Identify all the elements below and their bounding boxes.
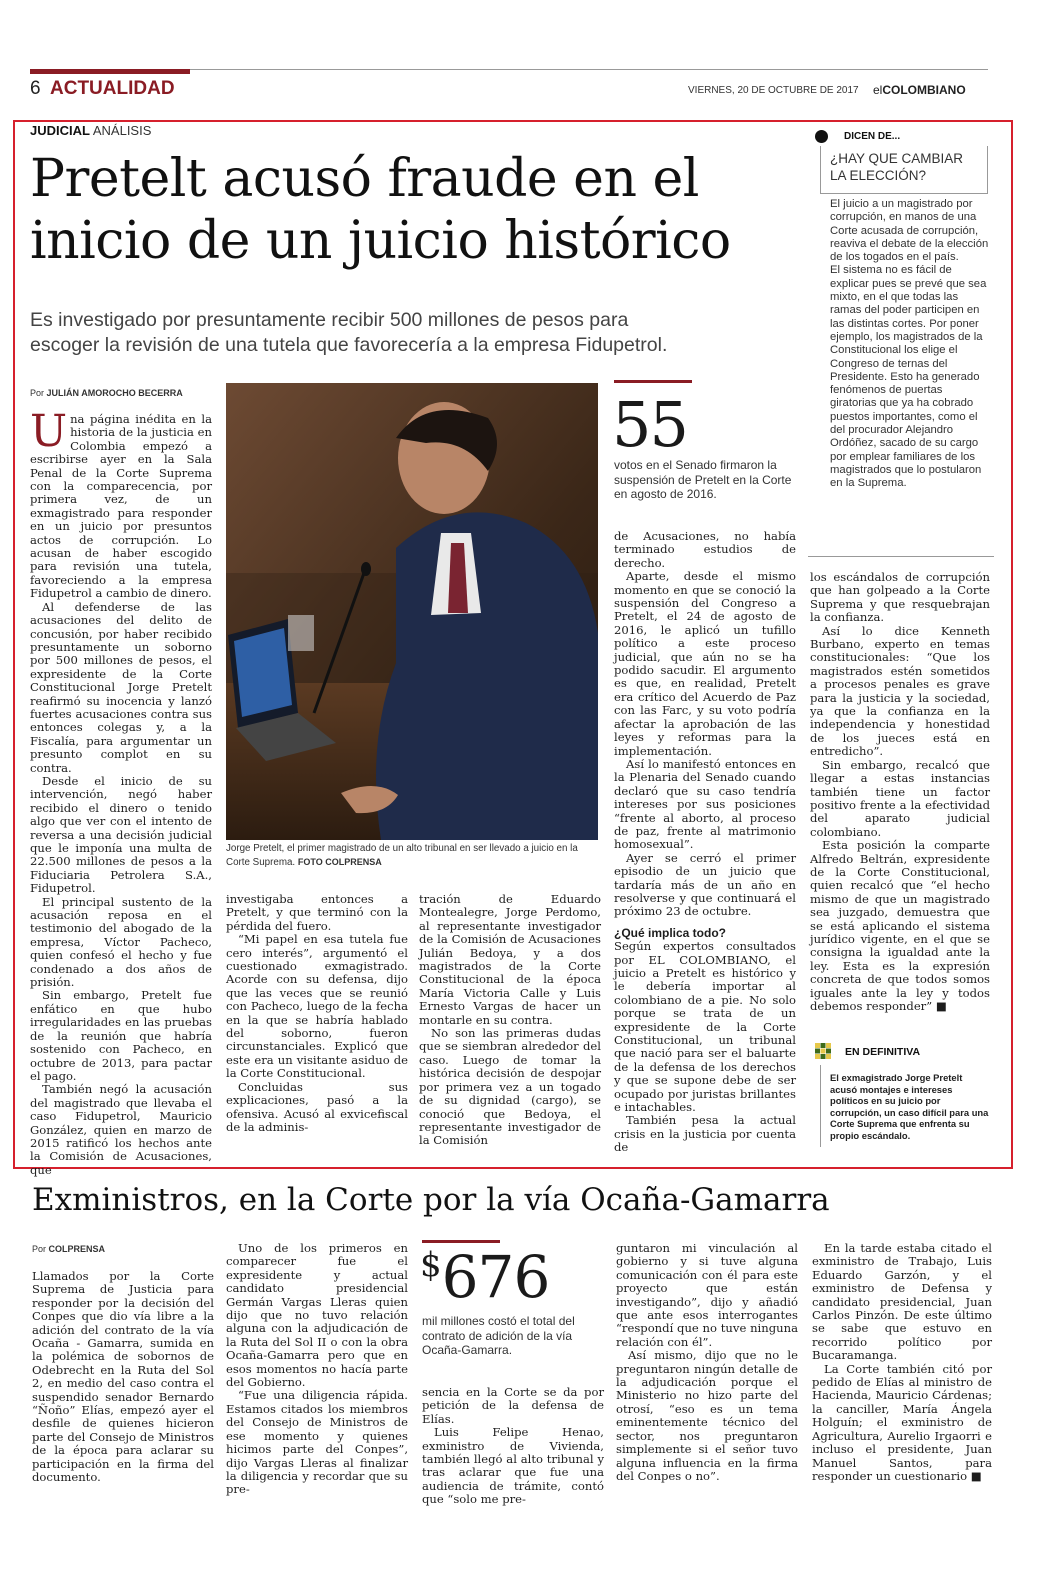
kicker-section: JUDICIAL: [30, 123, 90, 138]
paragraph-21: [810, 839, 990, 1013]
article2-paragraph-8: En la tarde estaba citado el exministro de Trabajo, Luis Eduardo Garzón, y el exministro de Defensa y candidato presidencial, Juan Carlos Pinzón. De este último se sabe que estuvo en recorrido político por Bucaramanga.: [812, 1241, 992, 1363]
article2-paragraph-9-text: La Corte también citó por pedido de Elías al ministro de Hacienda, Mauricio Cárdenas; la canciller, María Ángela Holguín; el exministro de Agricultura, Aurelio Irgaorri e incluso el presidente, Juan Manuel Santos, para responder un cuestionario: [812, 1361, 992, 1483]
sidebar-bottom-rule: [808, 556, 994, 557]
article-column-3: [419, 893, 601, 1148]
brand-prefix: el: [873, 83, 883, 97]
definitiva-text: El exmagistrado Jorge Pretelt acusó montajes e intereses políticos en su juicio por corrupción, un caso difícil para una Corte Suprema que enfrenta su propio escándalo.: [830, 1072, 989, 1141]
kicker-type: ANÁLISIS: [92, 123, 152, 138]
paragraph-14: Así lo manifestó entonces en la Plenaria del Senado cuando declaró que su caso tendría intereses por sus posiciones “frente al aborto, al proceso de paz, frente al matrimonio homosexual”.: [614, 756, 796, 852]
article2-paragraph-7: Así mismo, dijo que no le preguntaron ningún detalle de la adjudicación porque el Ministerio no hizo parte del otrosí, “eso es un tema eminentemente técnico del sector, nos preguntaron simplemente si el señor tuvo alguna influencia en la firma del Conpes o no”.: [616, 1348, 798, 1483]
sidebar-body: [830, 198, 990, 491]
sidebar-question: [830, 150, 963, 184]
article2-paragraph-4: sencia en la Corte se da por petición de la defensa de Elías.: [422, 1385, 604, 1426]
paragraph-19: Así lo dice Kenneth Burbano, experto en temas constitucionales: “Que los magistrados estén sometidos a procesos penales es grave para la justicia y la sociedad, ya que la confianza en la independencia y honestidad de los jueces está en entredicho”.: [810, 623, 990, 759]
article2-column-3: [422, 1386, 604, 1507]
paragraph-21-text: Esta posición la comparte Alfredo Beltrán, expresidente de la Corte Constitucional, quien recalcó que “el hecho mismo de que un magistrado sea juzgado, demuestra que se está aplicando el sistema jurídico vigente, en el que se consigna la igualdad ante la ley. Esta es la expresión concreta de que todos somos iguales ante la ley y todos debemos responder”: [810, 838, 990, 1013]
paragraph-9: Concluidas sus explicaciones, pasó a la ofensiva. Acusó al exvicefiscal de la adminis-: [226, 1079, 408, 1134]
photo-caption: [226, 843, 598, 869]
photo-illustration: [226, 383, 598, 840]
paragraph-4: El principal sustento de la acusación reposa en el testimonio del abogado de la empresa, Víctor Pacheco, quien confesó el hecho y fue condenado a dos años de prisión.: [30, 894, 212, 990]
article2-byline-author: COLPRENSA: [48, 1244, 106, 1254]
stat-number: 55: [612, 388, 687, 461]
paragraph-16: Según expertos consultados por EL COLOMBIANO, el juicio a Pretelt es histórico y le debería importar al colombiano de a pie. No solo porque se trata de un expresidente de la Corte Constitucional, un tribunal que nació para ser el baluarte de la defensa de los derechos y que se supone debe de ser ocupado por juristas brillantes e intachables.: [614, 939, 796, 1115]
headline: [30, 148, 800, 272]
sidebar-paragraph-2: El sistema no es fácil de explicar pues se prevé que sea mixto, en el que todas las ramas del poder participen en las distintas cortes. Por poner ejemplo, los magistrados de la Constitucional los elige el Congreso de ternas del Presidente. Esto ha generado fenómenos de puertas giratorias que ya ha cobrado puestos importantes, como el del procurador Alejandro Ordóñez, sacado de su cargo por emplear familiares de los magistrados que lo postularon en la Suprema.: [830, 264, 987, 490]
article2-paragraph-5: Luis Felipe Henao, exministro de Vivienda, también llegó al alto tribunal y tras aclarar que fue una audiencia de trámite, contó que “solo me pre-: [422, 1425, 604, 1507]
article2-paragraph-6: guntaron mi vinculación al gobierno y si tuve alguna comunicación con él para este proyecto que están investigando”, dijo y añadió que ante esos interrogantes “respondí que no tuve ninguna relación con él”.: [616, 1241, 798, 1349]
article-column-4: [614, 530, 796, 1155]
photo-credit: FOTO COLPRENSA: [297, 856, 382, 867]
article2-column-4: [616, 1242, 798, 1483]
paragraph-2: Al defenderse de las acusaciones del delito de concusión, por haber recibido presuntamente un soborno por 500 millones de pesos, el expresidente de la Corte Constitucional Jorge Pretelt reafirmó su inocencia y lanzó fuertes acusaciones contra sus entonces colegas y, a la Fiscalía, para argumentar un presunto complot en su contra.: [30, 599, 212, 775]
definitiva-icon: [815, 1043, 831, 1059]
headline-line-2: inicio de un juicio histórico: [30, 211, 731, 271]
paragraph-13: Aparte, desde el mismo momento en que se conoció la suspensión del Congreso a Pretelt, el 24 de agosto de 2016, le aplicó un tufillo político a este proceso judicial, que aún no se ha podido sacudir. El argumento es que, en realidad, Pretelt era crítico del Acuerdo de Paz con las Farc, y su voto podría afectar la aprobación de las leyes y reformas para la implementación.: [614, 569, 796, 758]
stat-accent-bar: [614, 380, 692, 383]
article2-byline: [32, 1244, 105, 1254]
article2-stat-number: 676: [441, 1243, 550, 1311]
subheading: ¿Qué implica todo?: [614, 925, 727, 940]
article-column-5: [810, 571, 990, 1013]
check-grid-icon: [815, 1043, 831, 1059]
deck-line-2: escoger la revisión de una tutela que favorecería a la empresa Fidupetrol.: [30, 334, 668, 356]
paragraph-15: Ayer se cerró el primer episodio de un juicio que tardaría más de un año en resolverse y que continuará el próximo 23 de octubre.: [614, 850, 796, 919]
photo-caption-text: Jorge Pretelt, el primer magistrado de un alto tribunal en ser llevado a juicio en la Corte Suprema.: [226, 843, 578, 868]
paragraph-1-text: na página inédita en la historia de la justicia en Colombia empezó a escribirse ayer en la Sala Penal de la Corte Suprema con la comparecencia, por primera vez, de un exmagistrado para responder en un juicio por presuntos actos de corrupción. Lo acusan de haber escogido para revisión una tutela, favoreciendo a la empresa Fidupetrol a cambio de dinero.: [30, 412, 212, 601]
stat-description: votos en el Senado firmaron la suspensión de Pretelt en la Corte en agosto de 2016.: [614, 458, 792, 501]
deck-line-1: Es investigado por presuntamente recibir 500 millones de pesos para: [30, 309, 629, 331]
page-number: 6: [30, 78, 41, 99]
article2-stat-currency: $: [420, 1245, 442, 1285]
paragraph-7: investigaba entonces a Pretelt, y que terminó con la pérdida del fuero.: [226, 892, 408, 933]
byline: [30, 388, 183, 398]
article2-column-5: [812, 1242, 992, 1483]
byline-prefix: Por: [30, 388, 45, 398]
article2-byline-prefix: Por: [32, 1244, 47, 1254]
paragraph-10: tración de Eduardo Montealegre, Jorge Perdomo, al representante investigador de la Comisión de Acusaciones Julián Bedoya, y a dos magistrados de la Corte Constitucional de la época María Victoria Calle y Luis Ernesto Vargas de hacer un montarle en su contra.: [419, 892, 601, 1027]
article2-paragraph-1: Llamados por la Corte Suprema de Justicia para responder por la decisión del Conpes que dio vía libre a la adición del contrato de la vía Ocaña - Gamarra, sumida en la polémica de sobornos de Odebrecht en la Ruta del Sol 2, en medio del caso contra el suspendido senador Bernardo “Ñoño” Elías, empezó ayer el desfile de quienes hicieron parte del Consejo de Ministros de la época para aclarar su participación en la firma del documento.: [32, 1269, 214, 1485]
article-photo: [226, 383, 598, 840]
deck: [30, 308, 800, 358]
article2-paragraph-3: “Fue una diligencia rápida. Estamos citados los miembros del Consejo de Ministros de ese momento y quienes hicimos parte del Conpes”, dijo Vargas Lleras al finalizar la diligencia y recordar que su pre-: [226, 1388, 408, 1497]
sidebar-question-line-1: ¿HAY QUE CAMBIAR: [830, 151, 964, 166]
paragraph-11: No son las primeras dudas que se siembran alrededor del caso. Luego de tomar la histórica decisión de despojar por primera vez a un togado de su dignidad (cargo), se conoció que Bedoya, el representante investigador de la Comisión: [419, 1026, 601, 1148]
sidebar-quote-icon: [815, 130, 828, 143]
headline-line-1: Pretelt acusó fraude en el: [30, 149, 699, 209]
paragraph-1: [30, 406, 212, 601]
paragraph-8: “Mi papel en esa tutela fue cero interés”, argumentó el cuestionado exmagistrado. Acorde con su defensa, dijo que las veces que se reunió con Pacheco, luego de la fecha en la que se habría hablado del soborno, fueron circunstanciales. Explicó que este era un visitante asiduo de la Corte Constitucional.: [226, 932, 408, 1081]
article2-stat-description: mil millones costó el total del contrato de adición de la vía Ocaña-Gamarra.: [422, 1314, 575, 1357]
paragraph-17: También pesa la actual crisis en la justicia por cuenta de: [614, 1113, 796, 1155]
article2-paragraph-9: [812, 1363, 992, 1484]
article2-end-mark-icon: ■: [970, 1468, 982, 1483]
sidebar-label: DICEN DE...: [844, 131, 901, 142]
brand-name: COLOMBIANO: [882, 83, 966, 97]
end-mark-icon: ■: [935, 999, 947, 1013]
article-column-2: [226, 893, 408, 1134]
kicker: [30, 123, 151, 138]
paragraph-18: los escándalos de corrupción que han golpeado a la Corte Suprema y que resquebrajan la confianza.: [810, 570, 990, 625]
paragraph-20: Sin embargo, recalcó que llegar a estas instancias también tiene un factor positivo frente a la efectividad del aparato judicial colombiano.: [810, 757, 990, 839]
header-accent-bar: [30, 69, 190, 74]
definitiva-label: EN DEFINITIVA: [845, 1046, 921, 1058]
sidebar-question-line-2: LA ELECCIÓN?: [830, 168, 927, 183]
article2-paragraph-2: Uno de los primeros en comparecer fue el expresidente y actual candidato presidencial Germán Vargas Lleras quien dijo que no tuvo relación alguna con la adjudicación de la Ruta del Sol II o con la obra Ocaña-Gamarra pero que en esos momentos no hacía parte del Gobierno.: [226, 1241, 408, 1390]
article2-column-1: [32, 1270, 214, 1485]
article2-column-2: [226, 1242, 408, 1497]
article-column-1: [30, 406, 212, 1177]
drop-cap: U: [30, 406, 68, 457]
sidebar-paragraph-1: El juicio a un magistrado por corrupción, en manos de una Corte acusada de corrupción, reaviva el debate de la elección de los togados en el país.: [830, 198, 989, 264]
byline-author: JULIÁN AMOROCHO BECERRA: [46, 388, 183, 398]
issue-date: VIERNES, 20 DE OCTUBRE DE 2017: [688, 85, 859, 96]
article2-stat: [420, 1245, 549, 1309]
article2-headline: Exministros, en la Corte por la vía Ocaña-Gamarra: [32, 1182, 830, 1218]
section-name: ACTUALIDAD: [50, 78, 175, 99]
masthead-brand: [873, 83, 966, 97]
paragraph-5: Sin embargo, Pretelt fue enfático en que hubo irregularidades en las pruebas de la reunión que habría sostenido con Pacheco, en octubre de 2013, para pactar el pago.: [30, 988, 212, 1083]
paragraph-12: de Acusaciones, no había terminado estudios de derecho.: [614, 529, 796, 570]
paragraph-6: También negó la acusación del magistrado que llevaba el caso Fidupetrol, Mauricio González, quien en marzo de 2015 ratificó los hechos ante la Comisión de Acusaciones, que: [30, 1082, 212, 1177]
paragraph-3: Desde el inicio de su intervención, negó haber recibido el dinero o tenido algo que ver con el intento de reversa a una decisión judicial que le imponía una multa de 22.500 millones de pesos a la Fiduciaria Petrolera S.A., Fidupetrol.: [30, 773, 212, 896]
